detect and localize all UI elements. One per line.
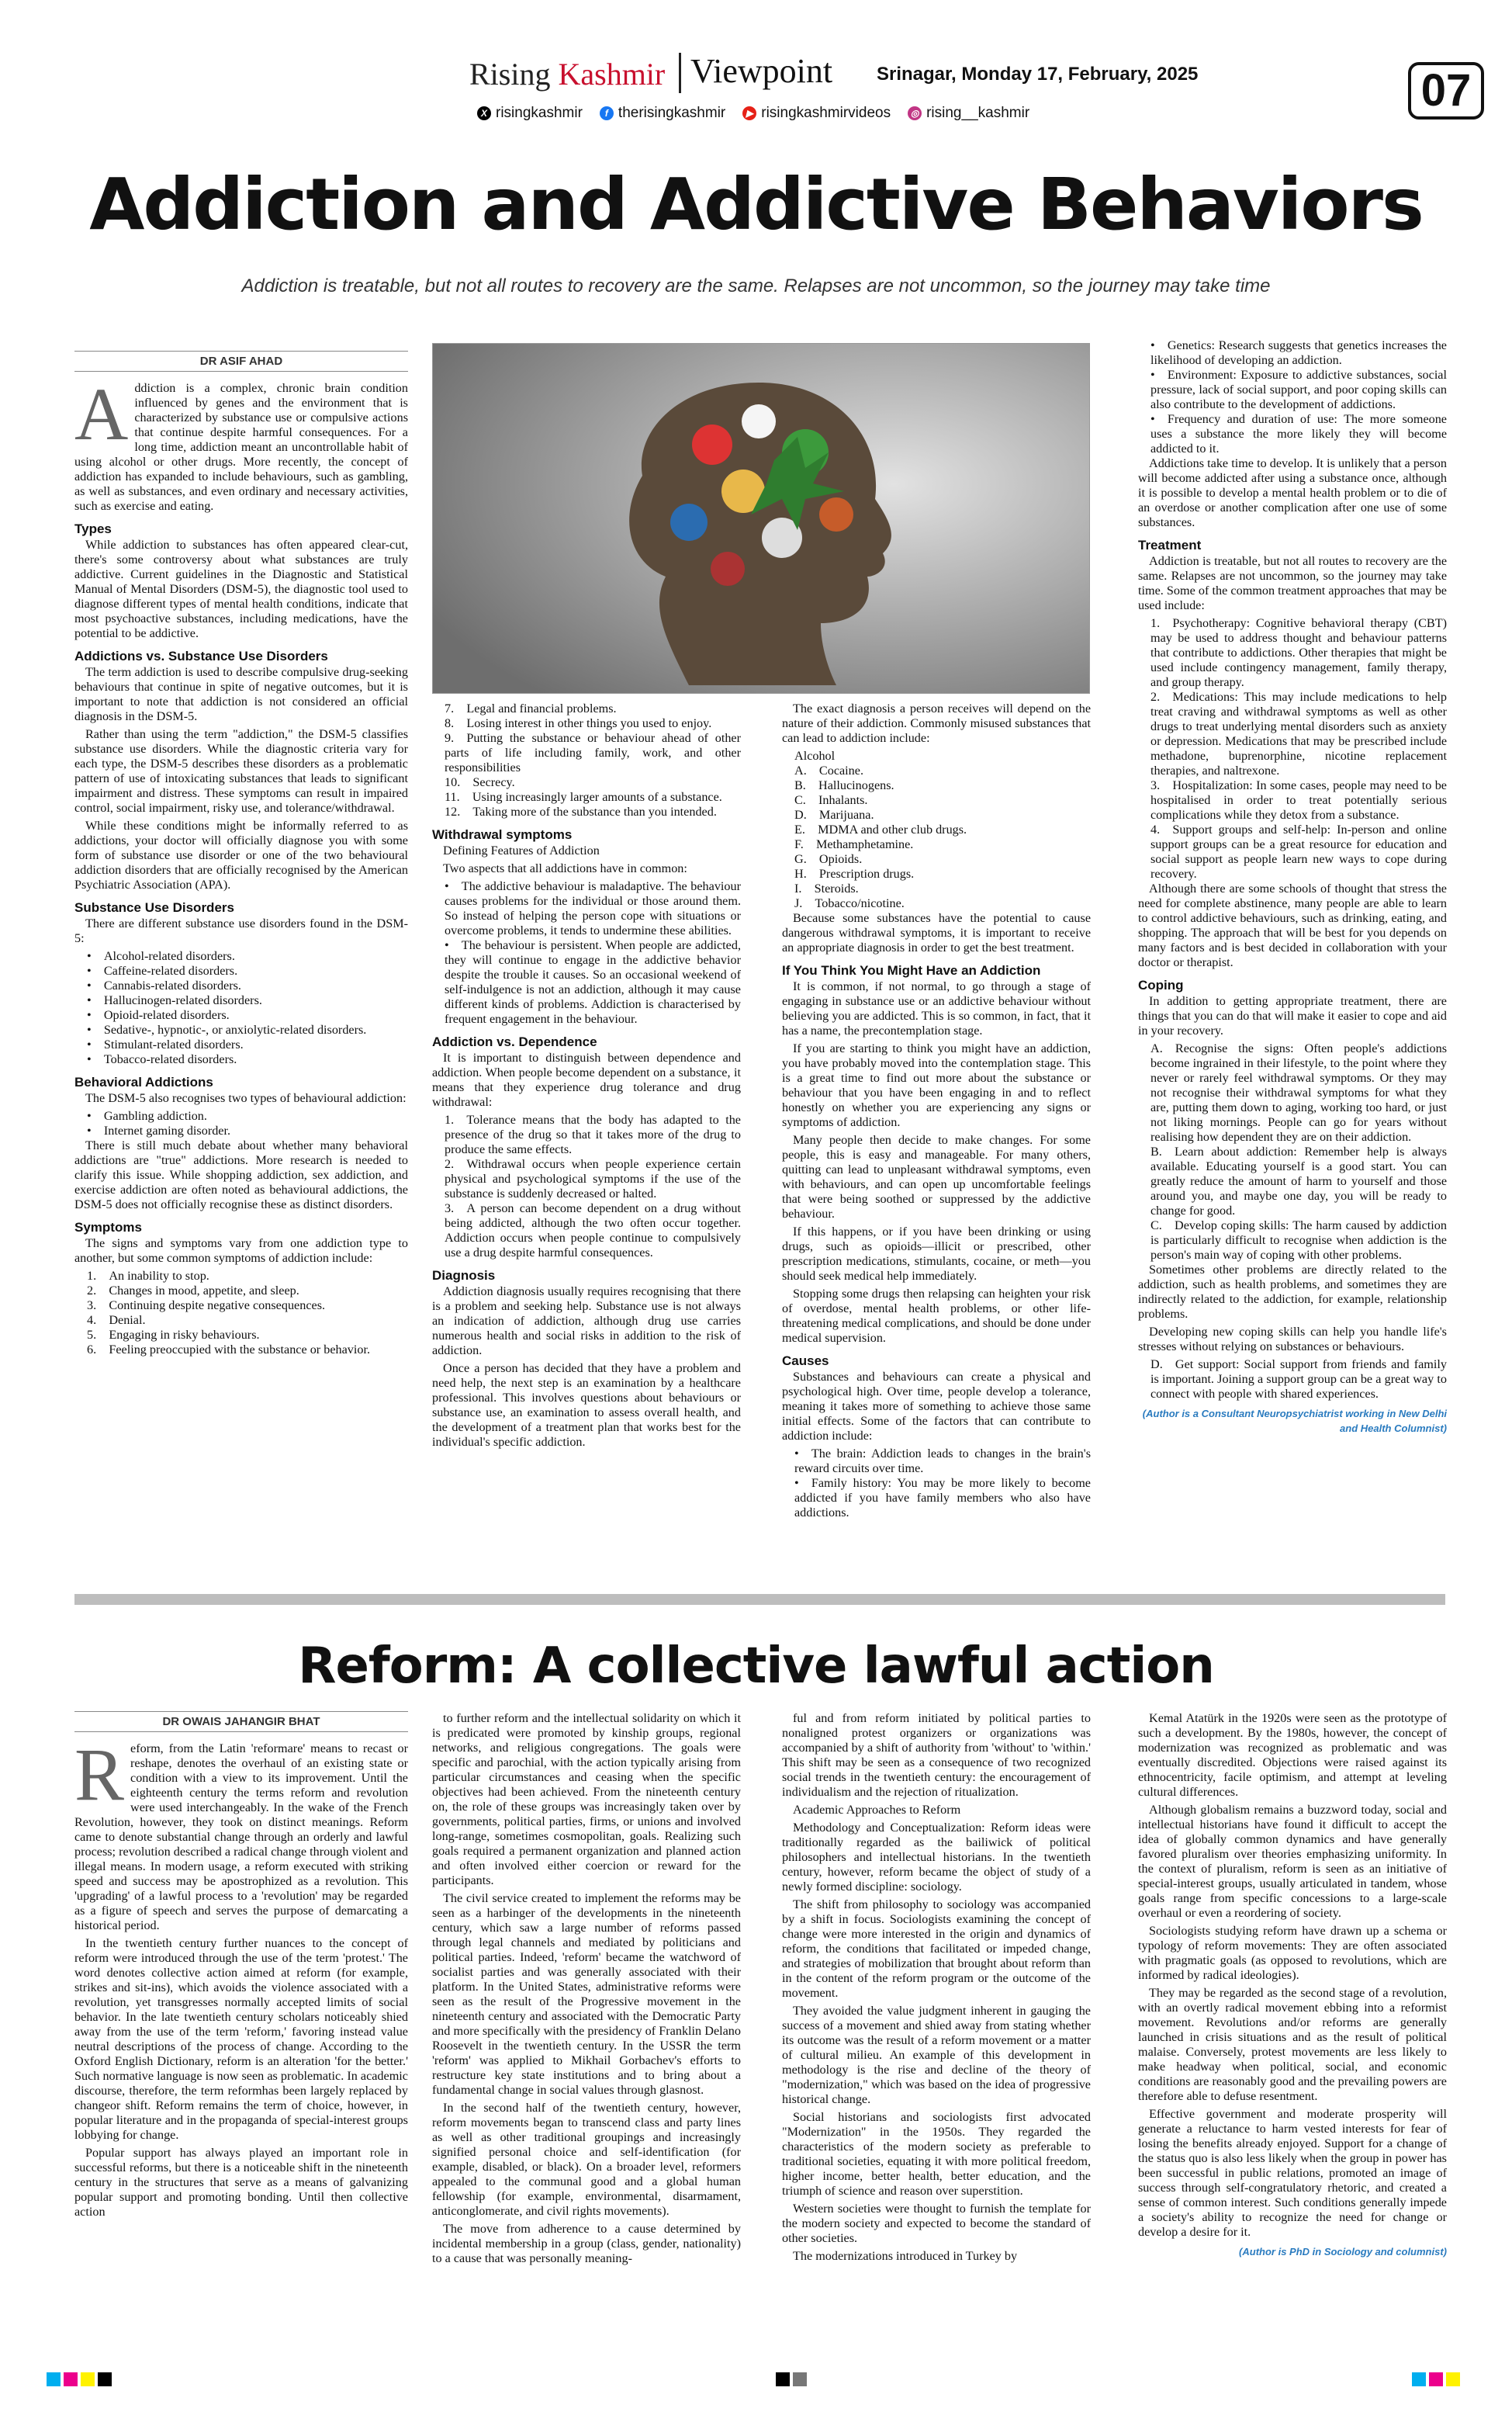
subheading: Behavioral Addictions xyxy=(74,1075,213,1090)
paragraph: Western societies were thought to furnish the template for the modern society and expected to become the standard of other societies. xyxy=(782,2202,1091,2245)
paragraph: In the second half of the twentieth century, however, reform movements began to transcend class and party lines as well as other traditional groupings and increasingly signified personal choice and self-identification (for example, disabled, or black). On a broader level, reformers appealed to the communal good and a global human fellowship (for example, environmental, disarmament, anticonglomerate, and civil rights movements). xyxy=(432,2101,741,2218)
paragraph: If you are starting to think you might have an addiction, you have probably moved into the contemplation stage. This is a great time to find out more about the substance or behaviour that you have been engaging in and to reflect honestly on whether you are experiencing any signs or symptoms of addiction. xyxy=(782,1041,1091,1129)
article1-col1 xyxy=(74,351,408,1357)
list-item: 1. An inability to stop. xyxy=(87,1269,209,1283)
subheading: Treatment xyxy=(1138,538,1202,553)
list-item: • Caffeine-related disorders. xyxy=(87,964,238,978)
paragraph xyxy=(74,372,408,514)
list-item: C. Inhalants. xyxy=(794,793,868,807)
social-links xyxy=(477,105,1029,122)
list-item: H. Prescription drugs. xyxy=(794,867,915,881)
paragraph: Addictions take time to develop. It is unlikely that a person will become addicted after using a substance once, although it is possible to develop a mental health problem or to die of an overdose or another complication after one use of some substances. xyxy=(1138,456,1447,529)
paragraph: The move from adherence to a cause determined by incidental membership in a group (class, gender, nationality) to a cause that was personally meaning- xyxy=(432,2222,741,2265)
paragraph: Kemal Atatürk in the 1920s were seen as the prototype of such a development. By the 1980s, however, the concept of modernization was recognized as problematic and was eventually discredited. Objections were raised against its ethnocentricity, facile optimism, and attempt at leveling cultural differences. xyxy=(1138,1711,1447,1799)
page-number: 07 xyxy=(1408,62,1484,120)
paragraph: While addiction to substances has often appeared clear-cut, there's some controversy about what substances are truly addictive. Current guidelines in the Diagnostic and Statistical Manual of Mental Disorders (DSM-5), the diagnostic tool used to diagnose different types of mental health conditions, indicate that most psychoactive substances, including medications, have the potential to be addictive. xyxy=(74,538,408,640)
paragraph: They avoided the value judgment inherent in gauging the success of a movement and shied away from stating whether its outcome was the result of a reform movement or a matter of cultural milieu. An example of this development in methodology is the rise and decline of the theory of "modernization," which was based on the idea of progressive historical change. xyxy=(782,2004,1091,2106)
paragraph: The modernizations introduced in Turkey by xyxy=(793,2249,1018,2263)
list-item: 12. Taking more of the substance than you intended. xyxy=(445,805,717,819)
social-handle: therisingkashmir xyxy=(618,105,726,121)
dateline: Srinagar, Monday 17, February, 2025 xyxy=(877,64,1199,85)
list-item: • Family history: You may be more likely to become addicted if you have family members who also have addictions. xyxy=(794,1476,1091,1519)
subheading: Types xyxy=(74,521,112,536)
list-item: • The addictive behaviour is maladaptive. The behaviour causes problems for the individual or those around them. So instead of helping the person cope with situations or overcome problems, it tends to undermine these abilities. xyxy=(445,879,741,937)
list-item: J. Tobacco/nicotine. xyxy=(794,896,905,910)
list-item: • Cannabis-related disorders. xyxy=(87,979,241,993)
paragraph: Many people then decide to make changes. For some people, this is easy and manageable. For many others, quitting can lead to unpleasant withdrawal symptoms, even with behaviours, and can open up uncomfortable feelings that were being soothed or suppressed by the addictive behaviour. xyxy=(782,1133,1091,1221)
addiction-illustration xyxy=(432,343,1090,694)
list-item: 4. Denial. xyxy=(87,1313,146,1327)
article2-col3 xyxy=(782,1711,1091,2267)
list-item: D. Marijuana. xyxy=(794,808,874,822)
paragraph: It is common, if not normal, to go through a stage of engaging in substance use or an addictive behaviour without believing you are addicted. This is so common, in fact, that it has a name, the precontemplation stage. xyxy=(782,979,1091,1038)
lead-text: ddiction is a complex, chronic brain condition influenced by genes and the environment that is characterized by substance use or compulsive actions that continue despite harmful consequences. For a long time, addiction meant an uncontrollable habit of using alcohol or other drugs. More recently, the concept of addiction has expanded to include behaviours, such as gambling, as well as substances, and even ordinary and necessary activities, such as exercise and eating. xyxy=(74,381,408,513)
social-link-facebook[interactable] xyxy=(600,105,725,122)
list-item: 4. Support groups and self-help: In-person and online support groups can be a great resource for education and social support as people learn new ways to cope during recovery. xyxy=(1150,823,1447,881)
subheading: If You Think You Might Have an Addiction xyxy=(782,963,1041,978)
article2-col1 xyxy=(74,1711,408,2223)
paragraph: Popular support has always played an important role in successful reforms, but there is a noticeable shift in the nineteenth century in the structures that serve as a means of galvanizing popular support and promoting bonding. Until then collective action xyxy=(74,2146,408,2219)
list-item: • The brain: Addiction leads to changes in the brain's reward circuits over time. xyxy=(794,1447,1091,1475)
paragraph: Although globalism remains a buzzword today, social and intellectual historians have found it difficult to accept the idea of globally common dynamics and have generally favored pluralism over theories emphasizing uniformity. In the context of pluralism, reform is seen as an initiative of special-interest groups, usually articulated in tandem, whose goals range from specific concessions to a large-scale overhaul or even a reordering of society. xyxy=(1138,1803,1447,1920)
lead-text: eform, from the Latin 'reformare' means to recast or reshape, denotes the overhaul of an existing state or condition with a view to its improvement. Until the eighteenth century the terms reform and revolution were used interchangeably. In the wake of the French Revolution, however, they took on distinct meanings. Reform came to denote substantial change through an orderly and lawful process; revolution described a radical change through violent and illegal means. In modern usage, a reform executed with striking speed and success may be apostrophized as a revolution. This 'upgrading' of a lawful process to a 'revolution' may be regarded as a figure of speech and serves the purpose of demarcating a historical period. xyxy=(74,1741,408,1932)
list-item: 2. Withdrawal occurs when people experience certain physical and psychological symptoms if the use of the substance is suddenly decreased or halted. xyxy=(445,1157,741,1201)
list-item: A. Cocaine. xyxy=(794,764,864,778)
paragraph: The DSM-5 also recognises two types of behavioural addiction: xyxy=(85,1091,407,1105)
list-item: C. Develop coping skills: The harm caused by addiction is particularly difficult to recognise when addiction is the person's main way of coping with other problems. xyxy=(1150,1218,1447,1262)
article2-col2 xyxy=(432,1711,741,2269)
list-item: D. Get support: Social support from friends and family is important. Joining a support group can be a great way to connect with people with shared experiences. xyxy=(1150,1357,1447,1401)
masthead xyxy=(0,47,1512,132)
list-item: 11. Using increasingly larger amounts of a substance. xyxy=(445,790,722,804)
subheading: Coping xyxy=(1138,978,1184,993)
paragraph: They may be regarded as the second stage of a revolution, with an overtly radical movement ebbing into a reformist movement. Revolutions and/or reforms are generally launched in crisis situations and as the result of political malaise. Conversely, protest movements are less likely to make headway when political, social, and economic conditions are reasonably good and the prevailing powers are therefore able to defuse resentment. xyxy=(1138,1986,1447,2103)
author-credit: (Author is PhD in Sociology and columnist) xyxy=(1239,2246,1447,2257)
paragraph: Rather than using the term "addiction," the DSM-5 classifies substance use disorders. While the diagnostic criteria vary for each type, the DSM-5 describes these disorders as a problematic pattern of use of intoxicating substances that leads to significant impairment and distress. These symptoms can result in impaired control, social impairment, risky use, and tolerance/withdrawal. xyxy=(74,727,408,815)
paragraph: The shift from philosophy to sociology was accompanied by a shift in focus. Sociologists examining the concept of change were more interested in the origin and dynamics of reform, the conditions that facilitated or impeded change, and strategies of mobilization that brought about reform than in the content of the reform program or the outcome of the movement. xyxy=(782,1897,1091,2000)
list-item: F. Methamphetamine. xyxy=(794,837,914,851)
paragraph: While these conditions might be informally referred to as addictions, your doctor will officially diagnose you with some form of substance use disorder or one of the two behavioural addiction disorders that are officially recognised by the American Psychiatric Association (APA). xyxy=(74,819,408,892)
list-item: • The behaviour is persistent. When people are addicted, they will continue to engage in the addictive behavior despite the trouble it causes. So an occasional weekend of self-indulgence is not an addiction, although it may cause different kinds of problems. Addiction is characterised by frequent engagement in the behaviour. xyxy=(445,938,741,1026)
list-item: G. Opioids. xyxy=(794,852,863,866)
paragraph: Because some substances have the potential to cause dangerous withdrawal symptoms, it is important to receive an appropriate diagnosis in order to get the best treatment. xyxy=(782,911,1091,955)
subheading: Addiction vs. Dependence xyxy=(432,1034,597,1049)
paragraph: The term addiction is used to describe compulsive drug-seeking behaviours that continue in spite of negative outcomes, but it is important to note that addiction is not considered an official diagnosis in the DSM-5. xyxy=(74,665,408,723)
article-deck: Addiction is treatable, but not all routes to recovery are the same. Relapses are not uncommon, so the journey may take time xyxy=(241,275,1271,296)
list-item: A. Recognise the signs: Often people's addictions become ingrained in their lifestyle, to the point where they never or rarely feel withdrawal symptoms. Or they may not recognise their withdrawal symptoms for what they are, putting them down to aging, working too hard, or just not liking mornings. People can go for years without realising how dependent they are on their addiction. xyxy=(1150,1041,1447,1144)
article1-col3 xyxy=(782,702,1091,1520)
byline: DR ASIF AHAD xyxy=(74,351,408,372)
youtube-icon: ▶ xyxy=(742,106,756,120)
paragraph: Defining Features of Addiction xyxy=(443,844,600,858)
paragraph: Effective government and moderate prosperity will generate a reluctance to harm vested interests for fear of losing the benefits already enjoyed. Support for a change of the status quo is also less likely when the group in power has been successful in public relations, promoted an image of success through self-congratulatory rhetoric, and created a sense of common interest. Such conditions generally impede a society's ability to recognize the need for change or develop a desire for it. xyxy=(1138,2107,1447,2239)
list-item: E. MDMA and other club drugs. xyxy=(794,823,967,837)
list-item: I. Steroids. xyxy=(794,882,859,896)
paragraph: to further reform and the intellectual solidarity on which it is predicated were promoted by kinship groups, regional networks, and religious congregations. The goals were specific and parochial, with the action typically arising from particular circumstances and ceasing when the specific objectives had been achieved. From the nineteenth century on, the role of these groups was increasingly taken over by governments, political parties, firms, or unions and involved long-range, sometimes cosmopolitan, goals. Realizing such goals required a permanent organization and planned action and often involved either coercion or reward for the participants. xyxy=(432,1711,741,1887)
paragraph: The civil service created to implement the reforms may be seen as a harbinger of the developments in the nineteenth century, which saw a large number of reforms passed through legal channels and mediated by politicians and political parties. Indeed, 'reform' became the watchword of socialist parties and was generally associated with their platform. In the United States, administrative reforms were seen as the result of the Progressive movement in the nineteenth century and associated with the Democratic Party and more specifically with the presidency of Franklin Delano Roosevelt in the twentieth century. In the USSR the term 'reform' was applied to Mikhail Gorbachev's efforts to restructure key state institutions and to bring about a fundamental change in social values through glasnost. xyxy=(432,1891,741,2097)
paragraph: It is important to distinguish between dependence and addiction. When people become dependent on a substance, it means that they experience drug tolerance and drug withdrawal: xyxy=(432,1051,741,1109)
social-link-x[interactable] xyxy=(477,105,583,122)
social-link-youtube[interactable] xyxy=(742,105,891,122)
brand-logo[interactable]: Rising Kashmir xyxy=(469,57,666,92)
paragraph: Stopping some drugs then relapsing can heighten your risk of overdose, mental health problems, or other life-threatening medical complications, and should be done under medical supervision. xyxy=(782,1287,1091,1345)
section-divider xyxy=(74,1594,1445,1605)
list-item: 6. Feeling preoccupied with the substance or behavior. xyxy=(87,1343,371,1357)
social-link-instagram[interactable] xyxy=(908,105,1029,122)
paragraph: Methodology and Conceptualization: Reform ideas were traditionally regarded as the bailiwick of political philosophers and intellectual historians. In the twentieth century, however, reform became the object of study of a newly formed discipline: sociology. xyxy=(782,1821,1091,1894)
author-credit: (Author is a Consultant Neuropsychiatrist working in New Delhi and Health Columnist) xyxy=(1142,1408,1447,1434)
social-handle: risingkashmirvideos xyxy=(761,105,891,121)
x-icon: X xyxy=(477,106,491,120)
paragraph: Addiction is treatable, but not all routes to recovery are the same. Relapses are not uncommon, so the journey may take time. Some of the common treatment approaches that may be used include: xyxy=(1138,554,1447,612)
paragraph: Academic Approaches to Reform xyxy=(793,1803,961,1817)
list-item: 5. Engaging in risky behaviours. xyxy=(87,1328,260,1342)
masthead-divider xyxy=(679,53,681,93)
paragraph: The signs and symptoms vary from one addiction type to another, but some common symptoms of addiction include: xyxy=(74,1236,408,1265)
list-item: B. Hallucinogens. xyxy=(794,778,894,792)
list-item: 1. Psychotherapy: Cognitive behavioral therapy (CBT) may be used to address thought and behaviour patterns that contribute to addictions. Other therapies that might be used include contingency management, family therapy, and group therapy. xyxy=(1150,616,1447,689)
paragraph: ful and from reform initiated by political parties to nonaligned protest organizers or organizations was accompanied by a shift of authority from 'without' to 'within.' This shift may be seen as a consequence of two recognized social trends in the twentieth century: the encouragement of individualism and the rejection of ritualization. xyxy=(782,1711,1091,1799)
paragraph: Substances and behaviours can create a physical and psychological high. Over time, people develop a tolerance, meaning it takes more of something to achieve those same initial effects. Some of the factors that can contribute to addiction include: xyxy=(782,1370,1091,1443)
paragraph: Once a person has decided that they have a problem and need help, the next step is an examination by a healthcare professional. This involves questions about behaviours or substance use, an examination to assess overall health, and the development of a treatment plan that works best for the individual's specific addiction. xyxy=(432,1361,741,1449)
list-item: • Hallucinogen-related disorders. xyxy=(87,993,262,1007)
byline: DR OWAIS JAHANGIR BHAT xyxy=(74,1711,408,1732)
list-item: B. Learn about addiction: Remember help is always available. Educating yourself is a good start. You can greatly reduce the amount of harm to yourself and those around you, and maybe one day, you will be ready to change for good. xyxy=(1150,1145,1447,1218)
subheading: Symptoms xyxy=(74,1220,142,1235)
paragraph xyxy=(74,1733,408,1933)
article1-col2 xyxy=(432,702,741,1453)
list-item: 3. A person can become dependent on a drug without being addicted, although the two often occur together. Addiction occurs when people continue to compulsively use a drug despite harmful consequences. xyxy=(445,1201,741,1260)
section-name: Viewpoint xyxy=(690,52,833,90)
subheading: Diagnosis xyxy=(432,1268,496,1283)
paragraph: Developing new coping skills can help you handle life's stresses without relying on substances or behaviours. xyxy=(1138,1325,1447,1353)
paragraph: There is still much debate about whether many behavioral addictions are "true" addictions. More research is needed to clarify this issue. While shopping addiction, sex addiction, and exercise addiction are often noted as behavioural addictions, the DSM-5 does not officially recognise these as distinct disorders. xyxy=(74,1138,408,1211)
drop-cap: A xyxy=(74,372,129,456)
paragraph: Social historians and sociologists first advocated "Modernization" in the 1950s. They regarded the characteristics of the modern society as preferable to traditional societies, equating it with more political freedom, higher income, better health, better education, and the triumph of science and reason over superstition. xyxy=(782,2110,1091,2198)
list-item: • Frequency and duration of use: The more someone uses a substance the more likely they will become addicted to it. xyxy=(1150,412,1447,456)
article-headline: Addiction and Addictive Behaviors xyxy=(89,163,1423,246)
registration-marks xyxy=(47,2371,1466,2389)
list-item: • Environment: Exposure to addictive substances, social pressure, lack of social support, and poor coping skills can also contribute to the development of addictions. xyxy=(1150,368,1447,411)
instagram-icon: ◎ xyxy=(908,106,922,120)
social-handle: risingkashmir xyxy=(496,105,583,121)
list-item: 1. Tolerance means that the body has adapted to the presence of the drug so that it takes more of the drug to produce the same effects. xyxy=(445,1113,741,1156)
list-item: • Sedative-, hypnotic-, or anxiolytic-related disorders. xyxy=(87,1023,367,1037)
list-item: 3. Hospitalization: In some cases, people may need to be hospitalised in order to treat potentially serious complications while they detox from a substance. xyxy=(1150,778,1447,822)
paragraph: In addition to getting appropriate treatment, there are things that you can do that will make it easier to cope and aid in your recovery. xyxy=(1138,994,1447,1038)
subheading: Withdrawal symptoms xyxy=(432,827,573,842)
paragraph: Sometimes other problems are directly related to the addiction, such as health problems, and sometimes they are indirectly related to the addiction, for example, relationship problems. xyxy=(1138,1263,1447,1321)
list-item: • Alcohol-related disorders. xyxy=(87,949,235,963)
article2-col4 xyxy=(1138,1711,1447,2259)
list-item: 3. Continuing despite negative consequences. xyxy=(87,1298,326,1312)
list-item: • Opioid-related disorders. xyxy=(87,1008,230,1022)
list-item: 9. Putting the substance or behaviour ahead of other parts of life including family, work, and other responsibilities xyxy=(445,731,741,774)
paragraph: If this happens, or if you have been drinking or using drugs, such as opioids—illicit or prescribed, other prescription medications, stimulants, cocaine, or meth—you should seek medical help immediately. xyxy=(782,1225,1091,1283)
list-item: 10. Secrecy. xyxy=(445,775,515,789)
article1-col4 xyxy=(1138,338,1447,1436)
list-item: Alcohol xyxy=(794,749,836,763)
list-item: • Gambling addiction. xyxy=(87,1109,207,1123)
subheading: Substance Use Disorders xyxy=(74,900,234,915)
list-item: 8. Losing interest in other things you used to enjoy. xyxy=(445,716,712,730)
list-item: 2. Medications: This may include medications to help treat craving and withdrawal symptoms as well as other drugs to treat underlying mental disorders such as anxiety or depression. Medications that may be prescribed include methadone, buprenorphine, nicotine replacement therapies, and naltrexone. xyxy=(1150,690,1447,778)
facebook-icon: f xyxy=(600,106,614,120)
paragraph: There are different substance use disorders found in the DSM-5: xyxy=(74,917,408,945)
list-item: • Stimulant-related disorders. xyxy=(87,1038,244,1052)
paragraph: Sociologists studying reform have drawn up a schema or typology of reform movements: They are often associated with pragmatic goals (as opposed to revolutions, which are informed by radical ideologies). xyxy=(1138,1924,1447,1982)
paragraph: The exact diagnosis a person receives will depend on the nature of their addiction. Commonly misused substances that can lead to addiction include: xyxy=(782,702,1091,745)
drop-cap: R xyxy=(74,1733,125,1816)
head-of-drugs-image xyxy=(433,344,1090,694)
list-item: • Internet gaming disorder. xyxy=(87,1124,231,1138)
paragraph: Two aspects that all addictions have in common: xyxy=(443,861,687,875)
paragraph: In the twentieth century further nuances to the concept of reform were introduced through the use of the term 'protest.' The word denotes collective action aimed at reform (for example, strikes and sit-ins), which avoids the violence associated with a revolution, yet transgresses normally accepted limits of social behavior. In the late twentieth century scholars noticeably shied away from the use of the term 'reform,' favoring instead value neutral descriptions of the process of change. According to the Oxford English Dictionary, reform is an alteration 'for the better.' Such normative language is now seen as problematic. In academic discourse, therefore, the term reformhas been largely replaced by changeor shift. Reform remains the term of choice, however, in popular literature and in the propaganda of special-interest groups lobbying for change. xyxy=(74,1936,408,2142)
subheading: Addictions vs. Substance Use Disorders xyxy=(74,649,328,664)
paragraph: Although there are some schools of thought that stress the need for complete abstinence, many people are able to learn to control addictive behaviours, such as drinking, eating, and shopping. The approach that will be best for you depends on many factors and is best decided in collaboration with your doctor or therapist. xyxy=(1138,882,1447,969)
list-item: • Genetics: Research suggests that genetics increases the likelihood of developing an addiction. xyxy=(1150,338,1447,367)
subheading: Causes xyxy=(782,1353,829,1368)
article2-headline: Reform: A collective lawful action xyxy=(298,1637,1214,1695)
paragraph: Addiction diagnosis usually requires recognising that there is a problem and seeking help. Substance use is not always an indication of addiction, although drug use carries numerous health and social risks in addition to the risk of addiction. xyxy=(432,1284,741,1357)
list-item: 7. Legal and financial problems. xyxy=(445,702,617,716)
list-item: 2. Changes in mood, appetite, and sleep. xyxy=(87,1284,299,1298)
list-item: • Tobacco-related disorders. xyxy=(87,1052,237,1066)
social-handle: rising__kashmir xyxy=(926,105,1030,121)
